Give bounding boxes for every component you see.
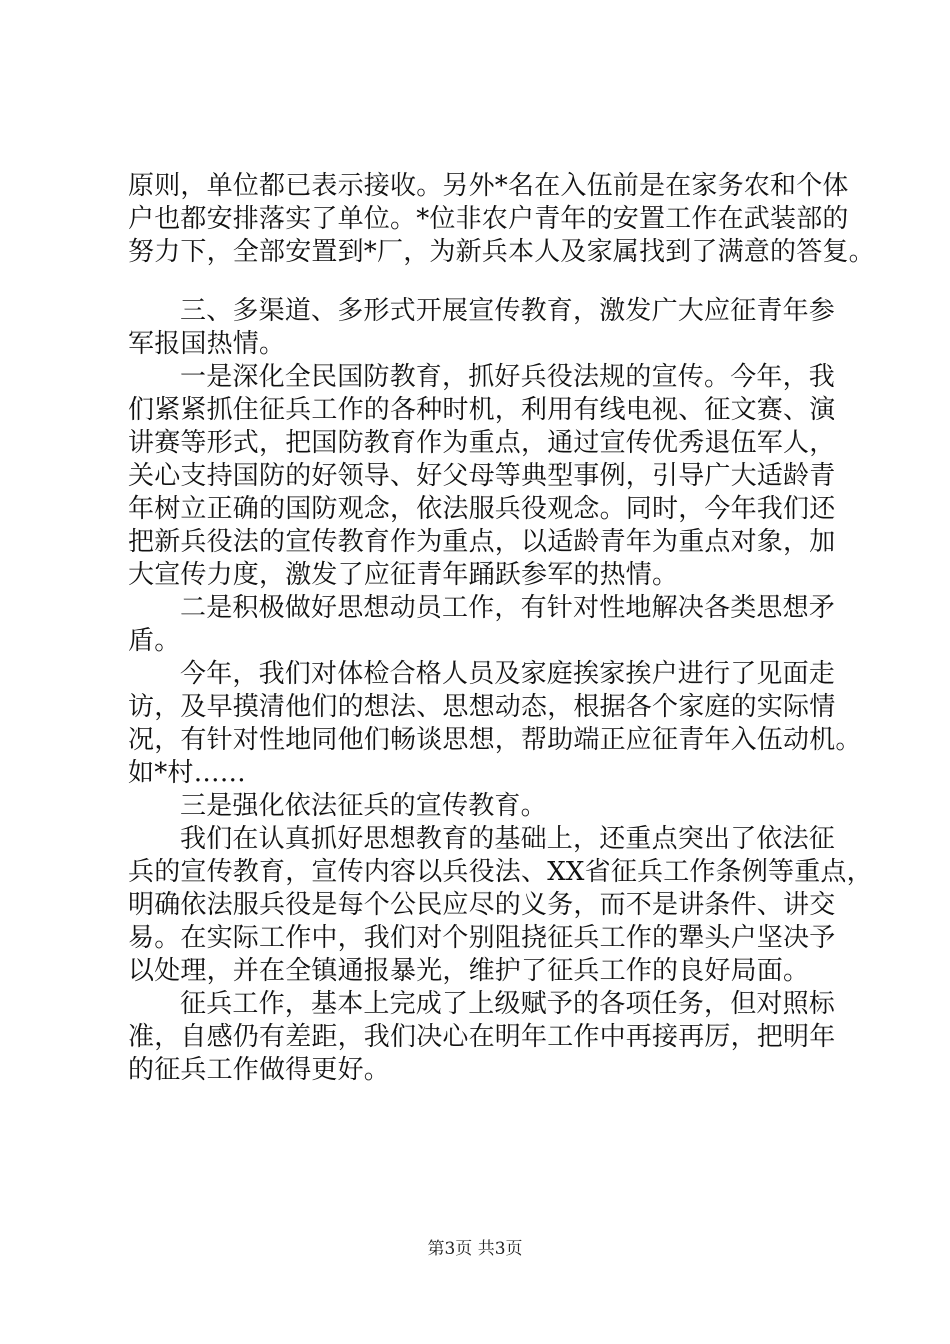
text-line: 明确依法服兵役是每个公民应尽的义务，而不是讲条件、讲交	[128, 890, 836, 920]
text-line: 大宣传力度，激发了应征青年踊跃参军的热情。	[128, 560, 679, 590]
text-line: 以处理，并在全镇通报暴光，维护了征兵工作的良好局面。	[128, 956, 810, 986]
text-line: 年树立正确的国防观念，依法服兵役观念。同时，今年我们还	[128, 494, 836, 524]
text-line: 的征兵工作做得更好。	[128, 1055, 391, 1085]
text-line: 二是积极做好思想动员工作，有针对性地解决各类思想矛	[180, 593, 836, 623]
text-line: 三是强化依法征兵的宣传教育。	[180, 791, 547, 821]
text-line: 如*村……	[128, 758, 247, 788]
text-line: 征兵工作，基本上完成了上级赋予的各项任务，但对照标	[180, 989, 836, 1019]
text-line: 盾。	[128, 626, 181, 656]
text-line: 一是深化全民国防教育，抓好兵役法规的宣传。今年，我	[180, 362, 836, 392]
text-line: 今年，我们对体检合格人员及家庭挨家挨户进行了见面走	[180, 659, 836, 689]
text-line: 易。在实际工作中，我们对个别阻挠征兵工作的犟头户坚决予	[128, 923, 836, 953]
section-heading-line: 三、多渠道、多形式开展宣传教育，激发广大应征青年参	[180, 296, 836, 326]
text-line: 们紧紧抓住征兵工作的各种时机，利用有线电视、征文赛、演	[128, 395, 836, 425]
text-line: 准，自感仍有差距，我们决心在明年工作中再接再厉，把明年	[128, 1022, 836, 1052]
text-line: 原则，单位都已表示接收。另外*名在入伍前是在家务农和个体	[128, 171, 849, 201]
text-line: 户也都安排落实了单位。*位非农户青年的安置工作在武装部的	[128, 204, 849, 234]
text-line: 把新兵役法的宣传教育作为重点，以适龄青年为重点对象，加	[128, 527, 836, 557]
text-line: 况，有针对性地同他们畅谈思想，帮助端正应征青年入伍动机。	[128, 725, 862, 755]
paragraph-gap	[128, 269, 828, 295]
page-footer: 第3页 共3页	[427, 1239, 523, 1259]
text-line: 访，及早摸清他们的想法、思想动态，根据各个家庭的实际情	[128, 692, 836, 722]
document-body	[128, 170, 875, 1087]
section-heading-line: 军报国热情。	[128, 329, 286, 359]
text-line: 讲赛等形式，把国防教育作为重点，通过宣传优秀退伍军人，	[128, 428, 836, 458]
text-line: 兵的宣传教育，宣传内容以兵役法、XX省征兵工作条例等重点，	[128, 857, 873, 887]
text-line: 努力下，全部安置到*厂，为新兵本人及家属找到了满意的答复。	[128, 237, 875, 267]
text-line: 关心支持国防的好领导、好父母等典型事例，引导广大适龄青	[128, 461, 836, 491]
text-line: 我们在认真抓好思想教育的基础上，还重点突出了依法征	[180, 824, 836, 854]
